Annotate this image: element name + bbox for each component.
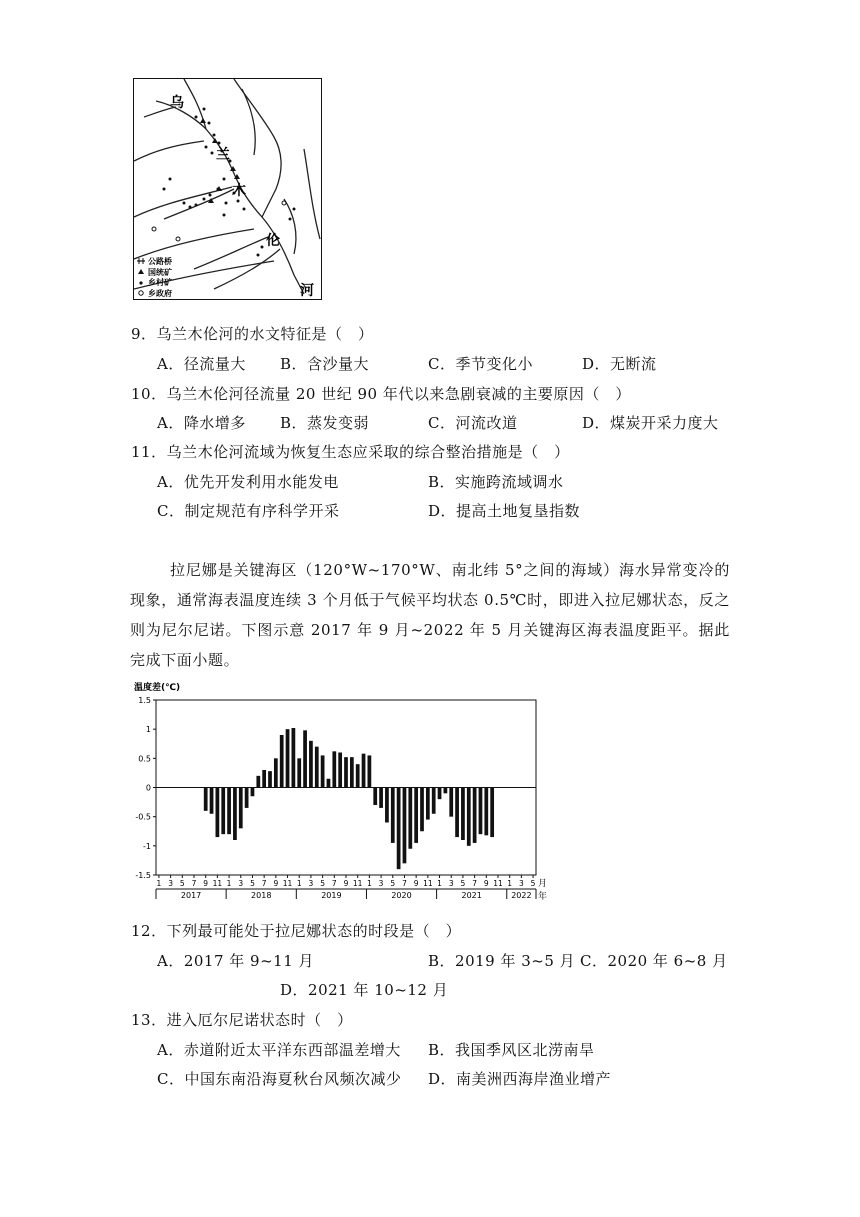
anomaly-bar	[233, 788, 237, 841]
x-tick-label: 1	[366, 879, 372, 888]
x-tick-label: 7	[261, 879, 267, 888]
q12-option-d[interactable]: D．2021 年 10~12 月	[280, 981, 449, 999]
x-tick-label: 7	[472, 879, 478, 888]
x-tick-label: 1	[226, 879, 232, 888]
main-river-line	[156, 101, 304, 294]
triangle-icon	[138, 269, 144, 274]
bridge-icon	[137, 258, 145, 264]
x-tick-label: 3	[168, 879, 174, 888]
anomaly-bar	[484, 788, 488, 836]
anomaly-bar	[373, 788, 377, 806]
anomaly-bar	[444, 788, 448, 794]
anomaly-bar	[350, 757, 354, 787]
q12-option-b[interactable]: B．2019 年 3~5 月	[428, 952, 576, 970]
anomaly-bar	[408, 788, 412, 849]
chart-ylabel: 温度差(℃)	[134, 683, 181, 693]
y-tick-label: 0.5	[138, 754, 151, 764]
x-tick-label: 9	[273, 879, 279, 888]
anomaly-bar	[414, 788, 418, 843]
anomaly-bar	[449, 788, 453, 817]
x-tick-label: 9	[413, 879, 419, 888]
question-10-stem: 10．乌兰木伦河径流量 20 世纪 90 年代以来急剧衰减的主要原因（ ）	[131, 385, 631, 403]
dot-icon	[139, 281, 142, 284]
y-tick-label: -0.5	[135, 812, 151, 822]
x-tick-label: 5	[460, 879, 466, 888]
x-tick-label: 7	[331, 879, 337, 888]
river-map-svg	[134, 79, 321, 299]
anomaly-bar	[467, 788, 471, 846]
anomaly-bar	[385, 788, 389, 823]
q10-option-c[interactable]: C．河流改道	[428, 414, 518, 432]
anomaly-bar	[379, 788, 383, 808]
anomaly-bar	[391, 788, 395, 843]
x-tick-label: 1	[296, 879, 302, 888]
q12-option-c[interactable]: C．2020 年 6~8 月	[580, 952, 728, 970]
x-tick-label: 5	[320, 879, 326, 888]
passage-text: 拉尼娜是关键海区（120°W~170°W、南北纬 5°之间的海域）海水异常变冷的现象，通常海表温度连续 3 个月低于气候平均状态 0.5℃时，即进入拉尼娜状态，反之则为尼尔尼诺。下图示意 2017 年 9 月~2022 年 5 月关键海区海表温度距平。据此完成下面小题。	[130, 561, 730, 669]
q10-option-a[interactable]: A．降水增多	[157, 414, 246, 432]
anomaly-bar	[256, 776, 260, 788]
map-label-wu: 乌	[170, 95, 184, 111]
q9-option-a[interactable]: A．径流量大	[157, 355, 246, 373]
x-tick-label: 1	[437, 879, 442, 888]
anomaly-bar	[461, 788, 465, 841]
question-9-stem: 9．乌兰木伦河的水文特征是（ ）	[131, 325, 374, 343]
x-tick-label: 1	[156, 879, 162, 888]
y-tick-label: -1.5	[135, 871, 151, 880]
map-legend	[137, 256, 172, 298]
anomaly-bar	[315, 747, 319, 788]
x-tick-label: 7	[191, 879, 197, 888]
anomaly-bar	[338, 753, 342, 788]
bar-series	[204, 728, 494, 869]
y-tick-label: -1	[143, 841, 151, 851]
anomaly-bar	[473, 788, 477, 843]
year-label: 2020	[391, 891, 412, 900]
x-tick-label: 3	[448, 879, 454, 888]
x-tick-label: 3	[238, 879, 244, 888]
anomaly-bar	[292, 728, 296, 788]
x-tick-label: 9	[203, 879, 209, 888]
x-tick-label: 11	[352, 879, 363, 888]
x-axis-ticks	[156, 875, 536, 900]
anomaly-bar	[239, 788, 243, 829]
x-tick-label: 11	[212, 879, 223, 888]
y-tick-label: 1.5	[138, 696, 151, 705]
x-tick-label: 9	[483, 879, 489, 888]
q13-option-b[interactable]: B．我国季风区北涝南旱	[428, 1041, 595, 1059]
q9-option-d[interactable]: D．无断流	[582, 355, 657, 373]
year-label: 2017	[180, 891, 202, 900]
question-11-stem: 11．乌兰木伦河流域为恢复生态应采取的综合整治措施是（ ）	[131, 443, 570, 461]
chart-xlabel-month: 月	[538, 879, 548, 889]
q10-option-b[interactable]: B．蒸发变弱	[280, 414, 370, 432]
circle-icon	[139, 291, 143, 295]
anomaly-bar	[438, 788, 442, 800]
year-label: 2019	[321, 891, 342, 900]
x-tick-label: 5	[250, 879, 255, 888]
anomaly-bar	[297, 758, 301, 787]
legend-label: 乡政府	[148, 289, 172, 298]
x-tick-label: 5	[530, 879, 536, 888]
anomaly-bar	[227, 788, 231, 835]
q12-option-a[interactable]: A．2017 年 9~11 月	[157, 952, 315, 970]
q9-option-b[interactable]: B．含沙量大	[280, 355, 370, 373]
chart-xlabel-year: 年	[538, 892, 548, 900]
map-label-lun: 伦	[266, 233, 280, 249]
q9-option-c[interactable]: C．季节变化小	[428, 355, 533, 373]
question-12-stem: 12．下列最可能处于拉尼娜状态的时段是（ ）	[131, 922, 462, 940]
y-axis-ticks	[135, 696, 156, 880]
anomaly-bar	[216, 788, 220, 838]
x-tick-label: 3	[308, 879, 314, 888]
q10-option-d[interactable]: D．煤炭开采力度大	[582, 414, 719, 432]
anomaly-bar	[479, 788, 483, 835]
anomaly-bar	[403, 788, 407, 864]
anomaly-bar	[268, 771, 272, 787]
question-13-stem: 13．进入厄尔尼诺状态时（ ）	[131, 1011, 353, 1029]
anomaly-bar	[274, 758, 278, 787]
q11-option-a[interactable]: A．优先开发利用水能发电	[157, 473, 339, 491]
anomaly-bar	[280, 735, 284, 788]
anomaly-bar	[303, 730, 307, 787]
x-tick-label: 7	[402, 879, 407, 888]
anomaly-bar	[332, 751, 336, 787]
x-tick-label: 11	[423, 879, 433, 888]
anomaly-bar	[455, 788, 459, 838]
anomaly-bar	[204, 788, 208, 811]
anomaly-bar	[356, 764, 360, 787]
q11-option-c[interactable]: C．制定规范有序科学开采	[157, 502, 340, 520]
anomaly-bar	[327, 779, 331, 788]
legend-label: 乡村矿	[148, 278, 172, 287]
anomaly-bar	[490, 788, 494, 838]
anomaly-bar	[210, 788, 214, 814]
map-label-lan: 兰	[216, 147, 230, 163]
q13-option-c[interactable]: C．中国东南沿海夏秋台风频次减少	[157, 1070, 402, 1088]
legend-label: 公路桥	[148, 257, 172, 266]
q11-option-b[interactable]: B．实施跨流域调水	[428, 473, 564, 491]
anomaly-bar	[432, 788, 436, 814]
anomaly-bar	[321, 755, 325, 787]
temperature-anomaly-chart	[126, 678, 556, 900]
y-tick-label: 1	[145, 725, 151, 735]
x-tick-label: 1	[507, 879, 513, 888]
x-tick-label: 5	[390, 879, 396, 888]
map-label-he: 河	[300, 283, 314, 299]
year-label: 2021	[461, 891, 482, 900]
q13-option-d[interactable]: D．南美洲西海岸渔业增产	[428, 1070, 612, 1088]
x-tick-label: 11	[493, 879, 503, 888]
map-label-mu: 木	[232, 183, 246, 199]
anomaly-bar	[245, 788, 249, 808]
anomaly-bar	[362, 754, 366, 788]
x-tick-label: 11	[282, 879, 293, 888]
anomaly-bar	[309, 741, 313, 788]
anomaly-bar	[420, 788, 424, 832]
anomaly-bar	[286, 729, 290, 787]
x-tick-label: 5	[179, 879, 185, 888]
legend-label: 国统矿	[148, 268, 172, 277]
q11-option-d[interactable]: D．提高土地复垦指数	[428, 502, 581, 520]
year-label: 2022	[511, 891, 532, 900]
anomaly-bar	[262, 770, 266, 788]
anomaly-bar	[251, 788, 255, 797]
anomaly-bar	[397, 788, 401, 870]
anomaly-bar	[344, 757, 348, 787]
x-tick-label: 3	[518, 879, 524, 888]
river-map	[133, 78, 322, 300]
x-tick-label: 3	[378, 879, 384, 888]
anomaly-bar	[368, 755, 372, 787]
x-tick-label: 9	[343, 879, 349, 888]
anomaly-bar	[426, 788, 430, 820]
q13-option-a[interactable]: A．赤道附近太平洋东西部温差增大	[157, 1041, 401, 1059]
y-tick-label: 0	[145, 783, 151, 793]
anomaly-bar	[221, 788, 225, 835]
year-label: 2018	[251, 891, 272, 900]
